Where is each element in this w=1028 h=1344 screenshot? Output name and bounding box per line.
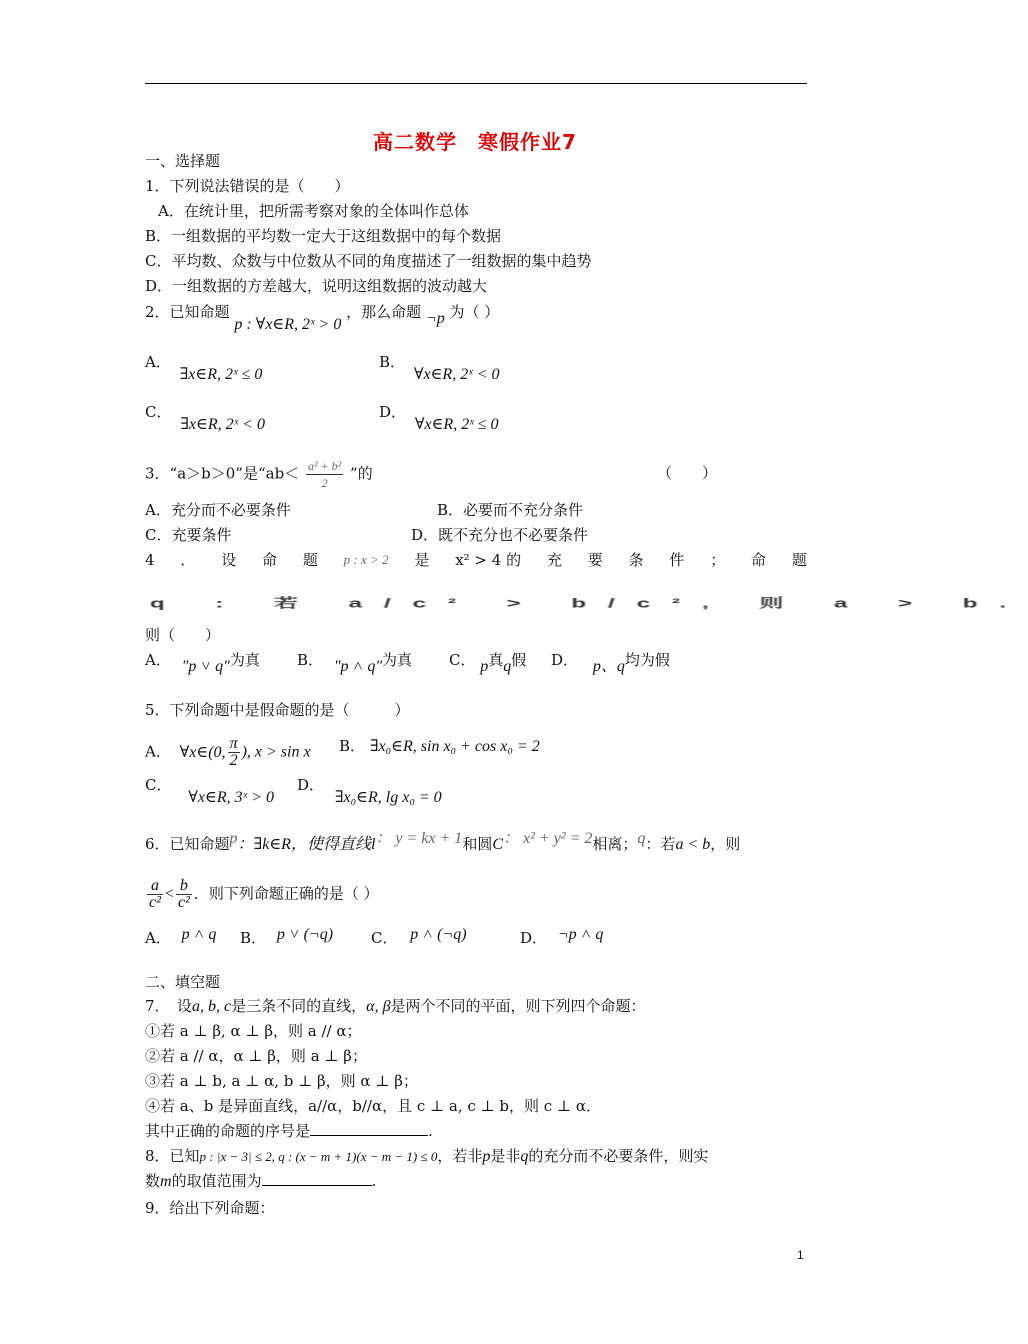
q4-option-b: B． "p ˄ q"为真: [297, 651, 413, 675]
header-rule: [145, 83, 807, 84]
q7-item-2: ②若 a // α，α ⊥ β，则 a ⊥ β；: [145, 1047, 367, 1065]
q1-stem: 1．下列说法错误的是（ ）: [145, 177, 350, 195]
q3-paren: （ ）: [657, 464, 718, 482]
page-number: 1: [797, 1248, 804, 1262]
q6-fraction-line: $\frac{a}{\text{c²}}$ < $\frac{b}{\text{c²}}$ ．则下列命题正确的是（ ）: [149, 877, 379, 911]
q1-option-d: D．一组数据的方差越大，说明这组数据的波动越大: [145, 277, 488, 295]
q3-option-d: D．既不充分也不必要条件: [411, 526, 589, 544]
q5-option-c: C． ∀x∈R, 3ˣ > 0: [145, 776, 274, 806]
q6-option-c: C． p ˄ (¬q): [371, 926, 467, 947]
q8-line2: 数m的取值范围为 .: [145, 1172, 377, 1190]
q8-stem: 8．已知p : |x − 3| ≤ 2, q : (x − m + 1)(x − m − 1) ≤ 0，若非p是非q的充分而不必要条件，则实: [145, 1147, 709, 1165]
q5-option-a: A． ∀x∈(0, $\frac{\pi}{2}$ ), x > sin x: [145, 735, 311, 769]
q5-option-d: D． ∃x₀∈R, lg x₀ = 0: [297, 776, 442, 806]
q7-stem: 7． 设a, b, c是三条不同的直线，α, β是两个不同的平面，则下列四个命题：: [145, 997, 646, 1015]
q1-option-a: A．在统计里，把所需考察对象的全体叫作总体: [158, 202, 469, 220]
q3-fraction: $\frac{\text{a² + b²}}{2}$: [307, 459, 342, 490]
page-title: 高二数学 寒假作业7: [373, 130, 577, 154]
q4-then: 则（ ）: [145, 626, 221, 644]
q2-neg-p: ¬p: [425, 310, 445, 327]
q5-option-b: B． ∃x₀∈R, sin x₀ + cos x₀ = 2: [339, 737, 540, 755]
q4-stem: 4 ． 设 命 题 p : x > 2 是 x² > 4 的 充 要 条 件 ； 命 题: [145, 551, 807, 569]
q3-option-c: C．充要条件: [145, 526, 232, 544]
q8-answer-blank[interactable]: [262, 1171, 372, 1186]
section-choice: 一、选择题: [145, 152, 221, 170]
q2-option-b: B． ∀x∈R, 2ˣ < 0: [379, 353, 500, 383]
q8-formula: p : |x − 3| ≤ 2, q : (x − m + 1)(x − m − 1) ≤ 0: [199, 1149, 438, 1164]
q4-option-a: A． "p ˅ q"为真: [145, 651, 260, 675]
q4-option-d: D． p、q均为假: [551, 651, 670, 675]
q3-option-a: A．充分而不必要条件: [145, 501, 291, 519]
q1-option-c: C．平均数、众数与中位数从不同的角度描述了一组数据的集中趋势: [145, 252, 592, 270]
q2-option-a: A． ∃x∈R, 2ˣ ≤ 0: [145, 353, 263, 383]
q1-option-b: B．一组数据的平均数一定大于这组数据中的每个数据: [145, 227, 502, 245]
q7-ask: 其中正确的命题的序号是 .: [145, 1122, 433, 1140]
q6-stem: 6．已知命题p：∃k∈R，使得直线l： y = kx + 1和圆C： x² + y² = 2相离；q：若a < b，则: [145, 830, 741, 853]
q2-option-d: D． ∀x∈R, 2ˣ ≤ 0: [379, 403, 499, 433]
q3-option-b: B．必要而不充分条件: [437, 501, 584, 519]
q4-option-c: C． p真q假: [449, 651, 527, 675]
q6-option-a: A． p ˄ q: [145, 926, 217, 947]
q7-item-4: ④若 a、b 是异面直线，a//α，b//α，且 c ⊥ a, c ⊥ b，则 c ⊥ α．: [145, 1097, 601, 1115]
q5-stem: 5．下列命题中是假命题的是（ ）: [145, 701, 410, 719]
q7-item-3: ③若 a ⊥ b, a ⊥ α, b ⊥ β，则 α ⊥ β；: [145, 1072, 418, 1090]
q7-item-1: ①若 a ⊥ β, α ⊥ β，则 a // α；: [145, 1022, 362, 1040]
section-fill: 二、填空题: [145, 973, 221, 991]
q2-formula: p : ∀x∈R, 2ˣ > 0: [234, 316, 342, 333]
q7-answer-blank[interactable]: [310, 1121, 428, 1136]
q4-blurred-formula: q : 若 a/c² > b/c², 则 a > b.: [150, 595, 1028, 611]
q6-option-b: B． p ˅ (¬q): [240, 926, 334, 947]
q3-stem: 3．“a＞b＞0”是“ab＜ $\frac{\text{a² + b²}}{2}$ ”的: [145, 459, 373, 490]
q2-stem: 2．已知命题 p : ∀x∈R, 2ˣ > 0 ，那么命题 ¬p 为（ ）: [145, 303, 500, 333]
q2-option-c: C． ∃x∈R, 2ˣ < 0: [145, 403, 265, 433]
q9-stem: 9．给出下列命题：: [145, 1199, 275, 1217]
q6-option-d: D． ¬p ˄ q: [520, 926, 604, 947]
